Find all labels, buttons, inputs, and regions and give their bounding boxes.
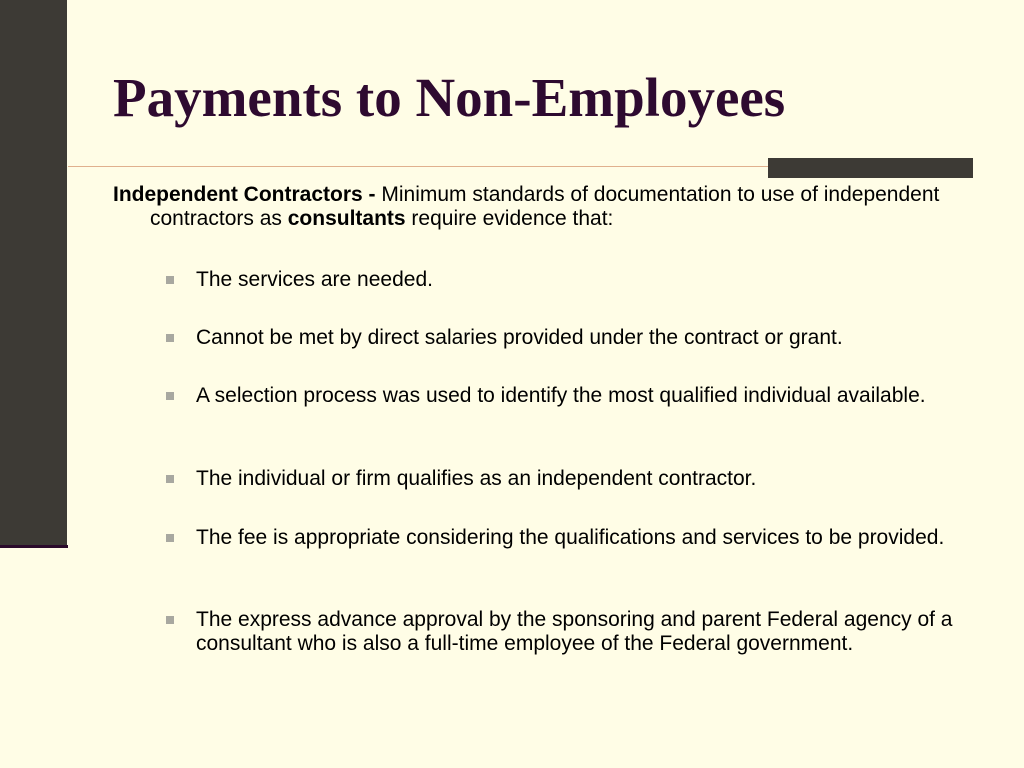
list-item: [196, 467, 966, 491]
square-bullet-icon: [166, 334, 174, 342]
square-bullet-icon: [166, 475, 174, 483]
list-item-text: The individual or firm qualifies as an independent contractor.: [196, 467, 757, 490]
list-item: [196, 526, 966, 550]
intro-paragraph: [113, 183, 973, 231]
list-item: [196, 326, 966, 350]
intro-text-before: Minimum standards of documentation to use of independent contractors as: [150, 183, 940, 230]
square-bullet-icon: [166, 616, 174, 624]
left-accent-bar-edge: [0, 545, 68, 548]
intro-emphasis: consultants: [287, 207, 406, 230]
title-divider-block: [768, 158, 973, 178]
square-bullet-icon: [166, 276, 174, 284]
title-divider-line: [68, 166, 768, 167]
slide-title: Payments to Non-Employees: [113, 67, 786, 128]
left-accent-bar: [0, 0, 67, 545]
list-item-text: The services are needed.: [196, 268, 433, 291]
square-bullet-icon: [166, 534, 174, 542]
intro-text-after: require evidence that:: [405, 207, 614, 230]
list-item: [196, 384, 966, 408]
list-item: [196, 268, 966, 292]
list-item-text: The fee is appropriate considering the qualifications and services to be provided.: [196, 526, 945, 549]
list-item: [196, 608, 966, 656]
square-bullet-icon: [166, 392, 174, 400]
list-item-text: The express advance approval by the sponsoring and parent Federal agency of a consultant who is also a full-time employee of the Federal government.: [196, 608, 953, 655]
slide-body: [113, 183, 973, 655]
list-item-text: A selection process was used to identify the most qualified individual available.: [196, 384, 926, 407]
intro-heading: Independent Contractors -: [113, 183, 376, 206]
list-item-text: Cannot be met by direct salaries provided under the contract or grant.: [196, 326, 843, 349]
